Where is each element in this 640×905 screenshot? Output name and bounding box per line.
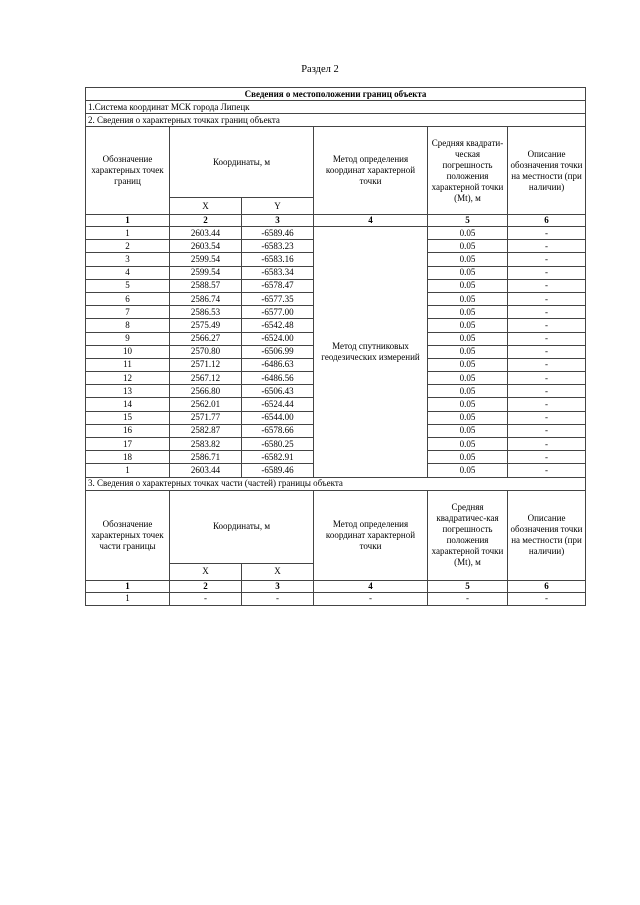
cell-y: -6542.48	[242, 319, 314, 332]
section2-number-row	[86, 215, 586, 227]
cell-x: 2566.27	[170, 332, 242, 345]
cell-error: 0.05	[428, 253, 508, 266]
section3-title: 3. Сведения о характерных точках части (частей) границы объекта	[86, 477, 586, 490]
cell-point: 17	[86, 438, 170, 451]
cell-description: -	[508, 372, 586, 385]
header-x: X	[242, 563, 314, 580]
cell-y: -	[242, 592, 314, 605]
cell-point: 1	[86, 227, 170, 240]
cell-x: 2586.74	[170, 292, 242, 305]
cell-error: 0.05	[428, 227, 508, 240]
header-method: Метод определения координат характерной точки	[314, 127, 428, 215]
cell-point: 14	[86, 398, 170, 411]
cell-error: 0.05	[428, 438, 508, 451]
cell-error: 0.05	[428, 332, 508, 345]
column-number: 2	[170, 580, 242, 592]
cell-description: -	[508, 385, 586, 398]
header-point: Обозначение характерных точек границ	[86, 127, 170, 215]
table-row	[86, 227, 586, 240]
cell-point: 9	[86, 332, 170, 345]
cell-point: 13	[86, 385, 170, 398]
cell-description: -	[508, 227, 586, 240]
page-heading: Раздел 2	[301, 64, 339, 75]
cell-x: 2586.53	[170, 306, 242, 319]
section3-number-row	[86, 580, 586, 592]
header-coords: Координаты, м	[170, 127, 314, 198]
section2-title-row	[86, 114, 586, 127]
header-description: Описание обозначения точки на местности (при наличии)	[508, 490, 586, 580]
cell-point: 11	[86, 358, 170, 371]
cell-method: Метод спутниковых геодезических измерений	[314, 227, 428, 478]
cell-error: 0.05	[428, 279, 508, 292]
cell-point: 16	[86, 424, 170, 437]
cell-description: -	[508, 279, 586, 292]
cell-error: 0.05	[428, 411, 508, 424]
cell-error: 0.05	[428, 398, 508, 411]
cell-description: -	[508, 266, 586, 279]
cell-y: -6578.47	[242, 279, 314, 292]
header-description: Описание обозначения точки на местности (при наличии)	[508, 127, 586, 215]
cell-err: -	[428, 592, 508, 605]
boundary-table	[85, 87, 586, 606]
cell-x: 2570.80	[170, 345, 242, 358]
cell-point: 15	[86, 411, 170, 424]
cell-y: -6580.25	[242, 438, 314, 451]
cell-x: 2603.44	[170, 227, 242, 240]
cell-y: -6544.00	[242, 411, 314, 424]
cell-description: -	[508, 292, 586, 305]
cell-y: -6486.63	[242, 358, 314, 371]
cell-error: 0.05	[428, 319, 508, 332]
cell-x: 2599.54	[170, 266, 242, 279]
column-number: 5	[428, 215, 508, 227]
cell-description: -	[508, 424, 586, 437]
cell-error: 0.05	[428, 358, 508, 371]
cell-description: -	[508, 345, 586, 358]
column-number: 6	[508, 215, 586, 227]
column-number: 4	[314, 580, 428, 592]
cell-description: -	[508, 306, 586, 319]
cell-description: -	[508, 319, 586, 332]
column-number: 6	[508, 580, 586, 592]
cell-x: 2571.12	[170, 358, 242, 371]
cell-pt: 1	[86, 592, 170, 605]
cell-description: -	[508, 332, 586, 345]
cell-y: -6583.23	[242, 240, 314, 253]
cell-point: 2	[86, 240, 170, 253]
cell-y: -6583.34	[242, 266, 314, 279]
cell-x: 2603.44	[170, 464, 242, 477]
cell-y: -6583.16	[242, 253, 314, 266]
header-coords: Координаты, м	[170, 490, 314, 563]
section2-header-row	[86, 127, 586, 198]
cell-y: -6524.44	[242, 398, 314, 411]
coord-system-row	[86, 101, 586, 114]
cell-descr: -	[508, 592, 586, 605]
cell-point: 18	[86, 451, 170, 464]
cell-point: 1	[86, 464, 170, 477]
section2-title: 2. Сведения о характерных точках границ объекта	[86, 114, 586, 127]
cell-point: 12	[86, 372, 170, 385]
cell-error: 0.05	[428, 385, 508, 398]
column-number: 5	[428, 580, 508, 592]
cell-x: 2566.80	[170, 385, 242, 398]
cell-error: 0.05	[428, 424, 508, 437]
cell-y: -6582.91	[242, 451, 314, 464]
header-y: Y	[242, 198, 314, 215]
cell-y: -6486.56	[242, 372, 314, 385]
cell-point: 7	[86, 306, 170, 319]
cell-y: -6589.46	[242, 227, 314, 240]
cell-description: -	[508, 358, 586, 371]
coord-system-label: 1.Система координат МСК города Липецк	[86, 101, 586, 114]
cell-error: 0.05	[428, 345, 508, 358]
cell-error: 0.05	[428, 451, 508, 464]
cell-error: 0.05	[428, 292, 508, 305]
cell-x: 2586.71	[170, 451, 242, 464]
cell-x: 2599.54	[170, 253, 242, 266]
cell-description: -	[508, 411, 586, 424]
cell-y: -6578.66	[242, 424, 314, 437]
column-number: 2	[170, 215, 242, 227]
cell-y: -6577.35	[242, 292, 314, 305]
cell-point: 5	[86, 279, 170, 292]
column-number: 3	[242, 215, 314, 227]
cell-description: -	[508, 253, 586, 266]
cell-x: 2603.54	[170, 240, 242, 253]
cell-point: 10	[86, 345, 170, 358]
cell-x: 2571.77	[170, 411, 242, 424]
cell-point: 3	[86, 253, 170, 266]
cell-error: 0.05	[428, 240, 508, 253]
cell-x: 2567.12	[170, 372, 242, 385]
header-x: X	[170, 198, 242, 215]
cell-x: 2582.87	[170, 424, 242, 437]
cell-x: 2575.49	[170, 319, 242, 332]
cell-y: -6506.99	[242, 345, 314, 358]
table-title-row	[86, 88, 586, 101]
column-number: 4	[314, 215, 428, 227]
cell-point: 8	[86, 319, 170, 332]
cell-description: -	[508, 451, 586, 464]
header-method: Метод определения координат характерной точки	[314, 490, 428, 580]
column-number: 1	[86, 580, 170, 592]
cell-error: 0.05	[428, 306, 508, 319]
cell-description: -	[508, 438, 586, 451]
cell-x: 2588.57	[170, 279, 242, 292]
header-error: Средняя квадрати-ческая погрешность положения характерной точки (Mt), м	[428, 127, 508, 215]
cell-error: 0.05	[428, 266, 508, 279]
column-number: 3	[242, 580, 314, 592]
cell-description: -	[508, 464, 586, 477]
cell-x: 2583.82	[170, 438, 242, 451]
cell-point: 6	[86, 292, 170, 305]
cell-x: 2562.01	[170, 398, 242, 411]
section3-header-row	[86, 490, 586, 563]
cell-description: -	[508, 240, 586, 253]
cell-error: 0.05	[428, 372, 508, 385]
cell-y: -6577.00	[242, 306, 314, 319]
header-error: Средняя квадратичес-кая погрешность положения характерной точки (Mt), м	[428, 490, 508, 580]
column-number: 1	[86, 215, 170, 227]
cell-y: -6524.00	[242, 332, 314, 345]
section3-title-row	[86, 477, 586, 490]
cell-description: -	[508, 398, 586, 411]
cell-point: 4	[86, 266, 170, 279]
cell-method: -	[314, 592, 428, 605]
cell-y: -6506.43	[242, 385, 314, 398]
table-row	[86, 592, 586, 605]
header-point: Обозначение характерных точек части границы	[86, 490, 170, 580]
header-x: X	[170, 563, 242, 580]
cell-y: -6589.46	[242, 464, 314, 477]
table-title: Сведения о местоположении границ объекта	[86, 88, 586, 101]
cell-x: -	[170, 592, 242, 605]
cell-error: 0.05	[428, 464, 508, 477]
